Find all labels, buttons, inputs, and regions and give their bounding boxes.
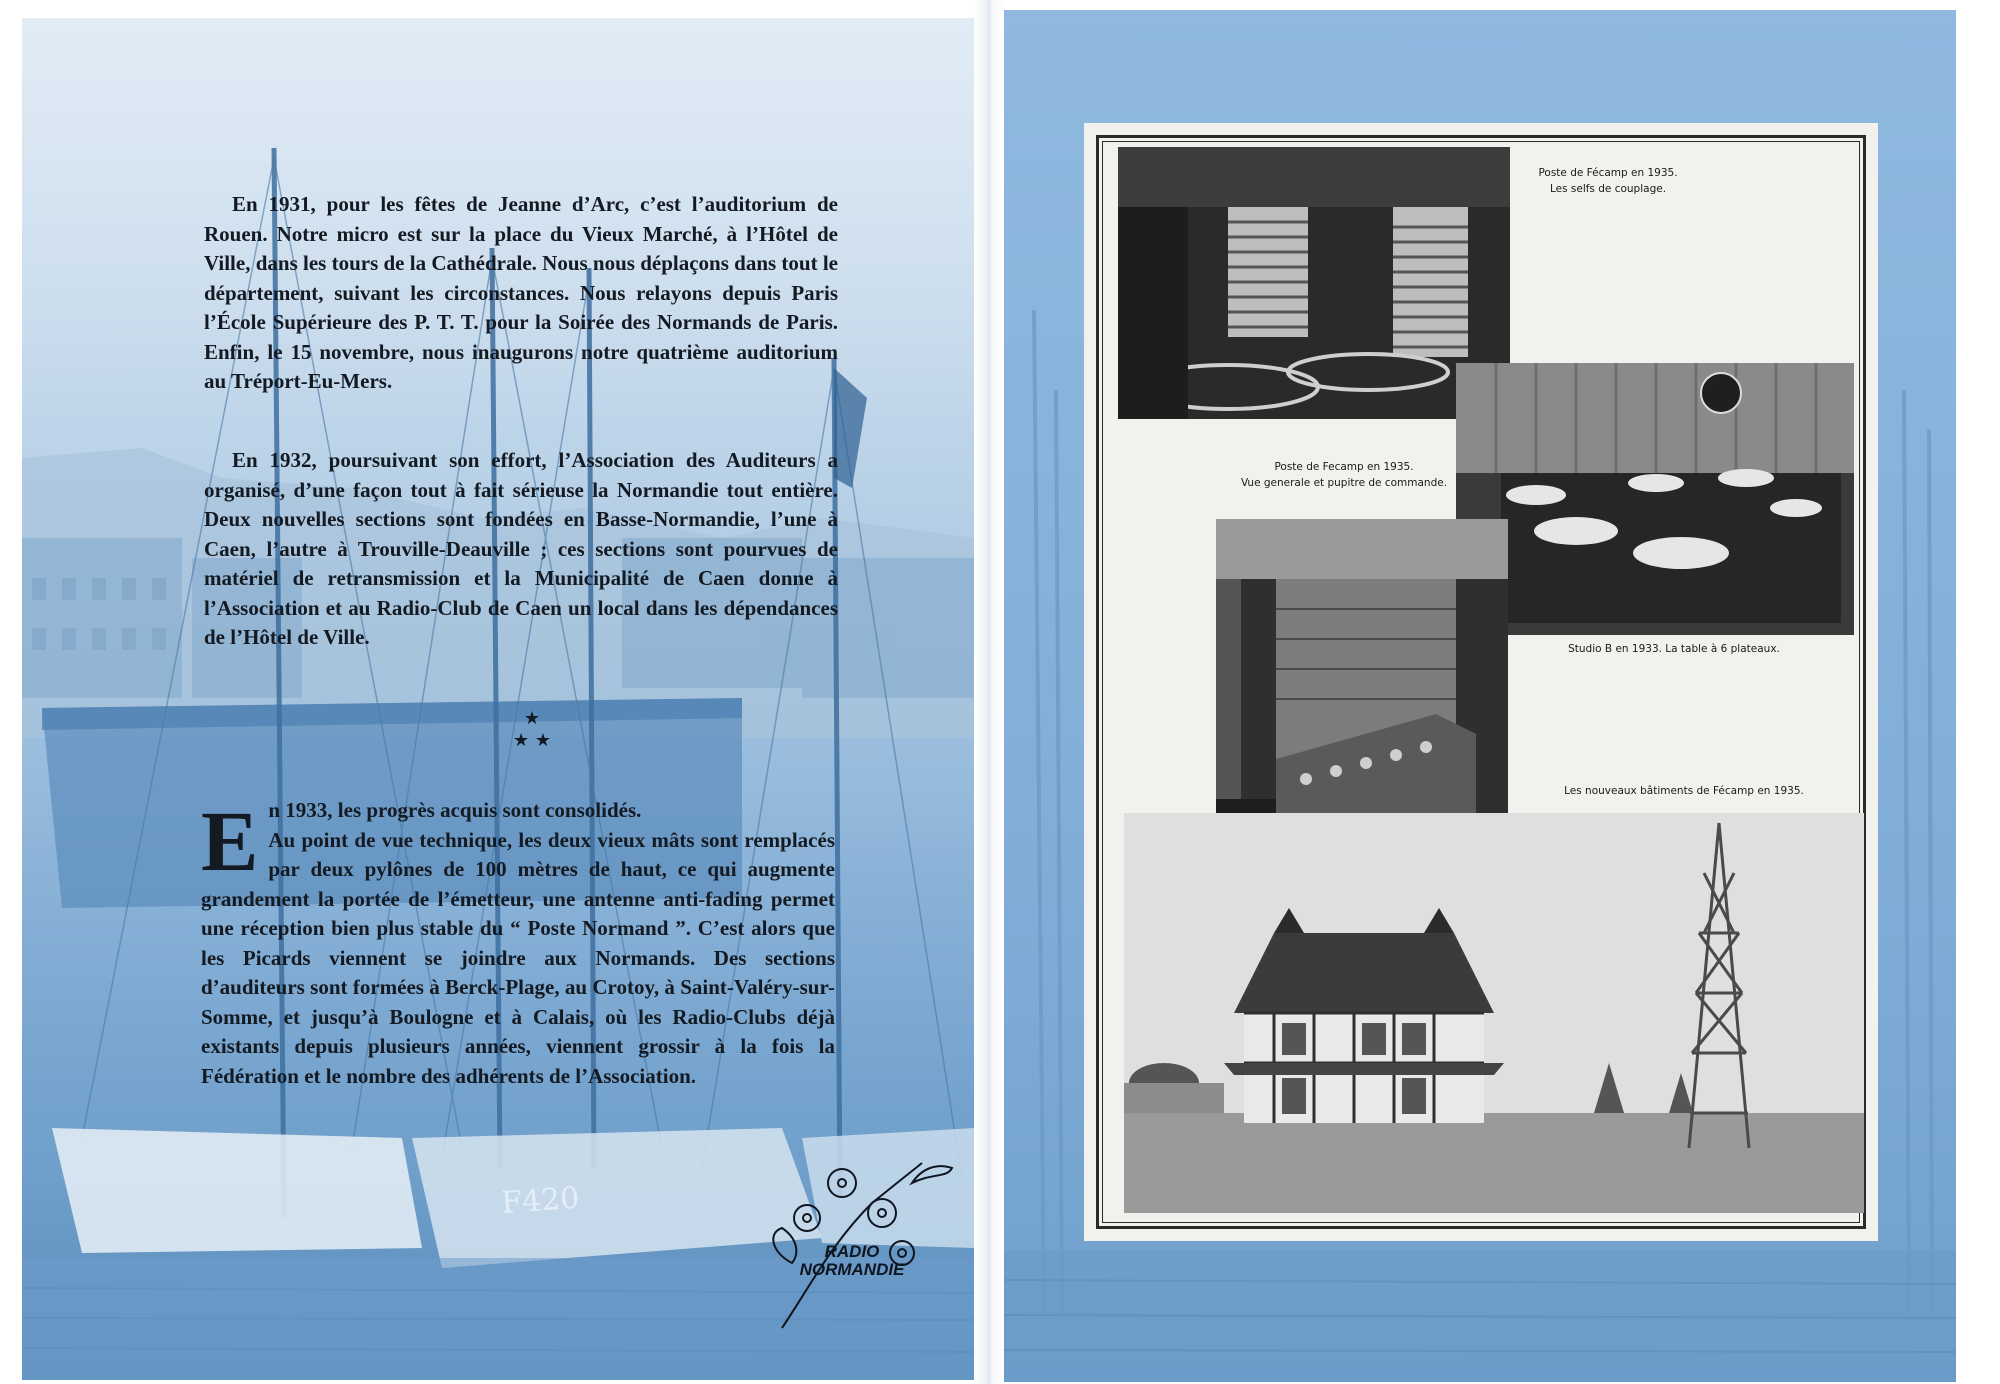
right-page [1004,10,1956,1382]
paragraph-1931: En 1931, pour les fêtes de Jeanne d’Arc, c’est l’auditorium de Rouen. Notre micro est sur la place du Vieux Marché, à l’Hôtel de Ville, dans les tours de la Cathédrale. Nous nous déplaçons dans tout le département, suivant les circonstances. Nous relayons depuis Paris l’École Supérieure des P. T. T. pour la Soirée des Normands de Paris. Enfin, le 15 novembre, nous inaugurons notre quatrième auditorium au Tréport-Eu-Mers. [204,192,838,393]
paragraph-1933-first-line: n 1933, les progrès acquis sont consolidés. [268,798,642,822]
photo-panel [1084,123,1878,1241]
boat-number: F420 [500,1180,581,1221]
caption-studio-b [1524,641,1824,657]
radio-normandie-logo-text [792,1243,912,1279]
left-page [22,18,974,1380]
logo-line-normandie: NORMANDIE [799,1260,905,1279]
caption-new-buildings [1534,783,1834,799]
paragraph-1933 [201,793,835,1091]
caption-coupling-coils [1518,165,1698,197]
radio-normandie-flower-logo [752,1143,962,1333]
section-stars-divider: ★ ★ ★ [513,708,551,751]
caption-console-line1: Poste de Fecamp en 1935. [1274,461,1414,473]
paragraph-1933-body: Au point de vue technique, les deux vieux mâts sont remplacés par deux pylônes de 100 mètres de haut, ce qui augmente grandement la portée de l’émetteur, une antenne anti-fading permet une réception bien plus stable du “ Poste Normand ”. C’est alors que les Picards viennent se joindre aux Normands. Des sections d’auditeurs sont formées à Berck-Plage, au Crotoy, à Saint-Valéry-sur-Somme, et jusqu’à Boulogne et à Calais, où les Radio-Clubs déjà existants depuis plusieurs années, viennent grossir à la fois la Fédération et le nombre des adhérents de l’Association. [201,827,835,1088]
drop-cap: E [201,793,259,889]
caption-studio-text: Studio B en 1933. La table à 6 plateaux. [1568,643,1780,655]
caption-coils-line2: Les selfs de couplage. [1549,183,1667,195]
paragraph-1932: En 1932, poursuivant son effort, l’Association des Auditeurs a organisé, d’une façon tout à fait sérieuse la Normandie tout entière. Deux nouvelles sections sont fondées en Basse-Normandie, l’une à Caen, l’autre à Trouville-Deauville ; ces sections sont pourvues de matériel de retransmission et la Municipalité de Caen donne à l’Association et au Radio-Club de Caen un local dans les dépendances de l’Hôtel de Ville. [204,448,838,649]
logo-line-radio: RADIO [824,1242,880,1261]
caption-console-line2: Vue generale et pupitre de commande. [1240,477,1448,489]
photo-coupling-coils [1118,147,1510,419]
caption-coils-line1: Poste de Fécamp en 1935. [1538,167,1678,179]
photo-studio-b-table [1456,363,1854,635]
caption-buildings-text: Les nouveaux bâtiments de Fécamp en 1935. [1564,785,1804,797]
caption-console [1234,459,1454,491]
photo-new-buildings [1124,813,1864,1213]
book-spine [974,0,1004,1384]
